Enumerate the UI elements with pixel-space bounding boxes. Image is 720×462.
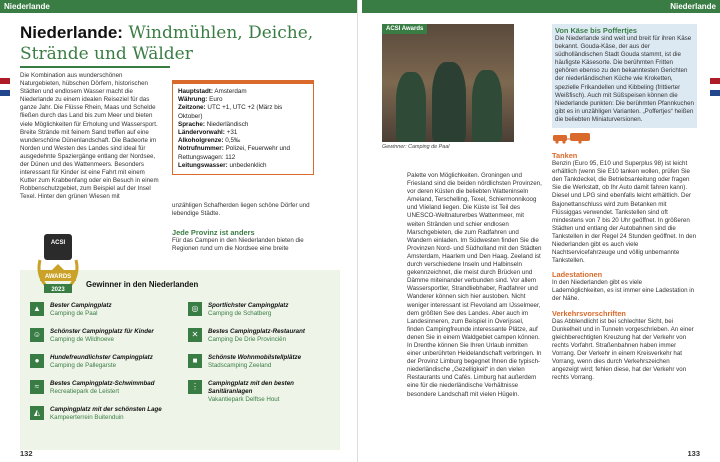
fact-row: Ländervorwahl: +31 [178,129,238,137]
regions-text: Palette von Möglichkeiten. Groningen und Friesland sind die beiden nördlichsten Provinzen, vor deren Küsten die beliebten Watteninseln Ameland, Terschelling, Texel, Schiermonnikoog und Vlieland liegen. Die Küste ist Teil des UNESCO-Weltnaturerbes Wattenmeer, mit weiten Stränden und schier endlosen Marschgebieten, die zum Radfahren und Wandern einladen. Im Südwesten finden Sie die Provinzen Nord- und Südholland mit den Städten Amsterdam, Haarlem und Den Haag. Zeeland ist durch verschiedene Inseln und Halbinseln gekennzeichnet, die meist durch Brücken und Dämme miteinander verbunden sind. Vor allem Wassersportler, Strandliebhaber, Radfahrer und Wanderer können sich hier austoben. Nicht weniger interessant ist Flevoland am IJsselmeer, dem größten See des Landes. Aber auch im Landesinneren, zum Beispiel in Overijssel, finden Campingfreunde interessante Plätze, auf denen Sie in einem Waldgebiet campen können. In Drenthe können Sie Ihren Urlaub inmitten einer unberührten Heidelandschaft verbringen. In der Provinz Limburg begegnet Ihnen die typisch-niederländische „Gezelligkeit“ in den vielen Restaurants und Cafés. Limburg hat außerdem eine für die niederländische Verhältnisse besondere Landschaft mit vielen Hügeln. [407,172,542,398]
award-item: ✕ Bestes Campingplatz-Restaurant Camping De Drie Provinciën [188,328,338,348]
award-item: ☺ Schönster Campingplatz für Kinder Camping de Wildhoeve [30,328,180,348]
ladestationen-text: In den Niederlanden gibt es viele Lademöglichkeiten, es ist immer eine Ladestation in der Nähe. [552,279,695,303]
award-item: ◎ Sportlichster Campingplatz Camping de Schatberg [188,302,338,322]
title-underline [20,66,170,68]
tanken-heading: Tanken [552,151,578,161]
page-number-right: 133 [687,449,700,458]
running-header-left: Niederlande [0,0,358,13]
fact-row: Notrufnummer: Polizei, Feuerwehr und Rettungswagen: 112 [178,145,290,161]
tent-icon: ▲ [30,302,44,316]
facts-after-text: unzähligen Schafherden liegen schöne Dörfer und lebendige Städte. [172,202,310,218]
kaese-box [552,24,697,128]
photo-tag: ACSI Awards [382,24,427,34]
shower-icon: ⋮ [188,380,202,394]
dog-icon: ● [30,354,44,368]
cutlery-icon: ✕ [188,328,202,342]
intro-text: Die Kombination aus wunderschönen Naturgebieten, hübschen Dörfern, historischen Städten und endlosem Wasser macht die Niederlande zu einem idealen Reiseziel für das ganze Jahr. Die Flüsse Rhein, Maas und Schelde fließen durch das Land bis zum Meer und bieten viele Möglichkeiten für Erholung und Wassersport. Breite Strände mit feinem Sand treffen auf eine wunderschöne Dünenlandschaft. Die Badeorte im Norden und Westen des Landes sind ideal für ausgedehnte Spaziergänge entlang der Nordsee, der Dünen und des Wattenmeers. Besonders interessant für Kinder ist eine Fahrt mit einem Kutter zum Krabbenfang oder ein Besuch in einem Robbenschutzgebiet, zum Beispiel auf der Insel Texel. Hinter den grünen Wiesen mit [20,72,159,201]
dutch-flag-icon [710,78,720,96]
badge-top-text: ACSI [50,240,66,246]
fact-row: Sprache: Niederländisch [178,120,249,128]
page-number-left: 132 [20,449,33,458]
badge-mid-text: AWARDS [44,274,72,280]
fact-row: Leitungswasser: unbedenklich [178,161,267,169]
verkehr-heading: Verkehrsvorschriften [552,308,626,318]
province-section [172,228,322,253]
facts-box [172,80,314,175]
verkehr-text: Das Abblendlicht ist bei schlechter Sicht, bei Dunkelheit und in Tunneln vorgeschrieben. An einer gleichberechtigten Kreuzung hat der Verkehr von rechts Vorfahrt. Straßenbahnen haben immer Vorrang. Der Verkehr in einem Kreisverkehr hat Vorrang, wenn dies durch Verkehrszeichen angezeigt wird; fehlen diese, hat der Verkehr von rechts Vorrang. [552,317,694,382]
title-subtitle: Windmühlen, Deiche, Strände und Wälder [20,23,314,64]
award-item: ⋮ Campingplatz mit den besten Sanitäranlagen Vakantiepark Delftse Hout [188,380,338,408]
awards-heading: Gewinner in den Niederlanden [86,280,199,289]
award-item: ▲ Bester Campingplatz Camping de Paal [30,302,180,322]
photo-caption: Gewinner: Camping de Paal [382,144,450,150]
right-page [362,0,720,462]
badge-year-text: 2023 [51,287,65,293]
running-header-right: Niederlande [362,0,720,13]
province-text: Für das Campen in den Niederlanden bieten die Regionen rund um die Nordsee eine breite [172,237,304,253]
kaese-text: Die Niederlande sind weit und breit für ihren Käse bekannt. Gouda-Käse, der aus der südholländischen Stadt Gouda stammt, ist die häufigste Käsesorte. Die berühmten Fritten gehören ebenso zu den bekanntesten Gerichten der niederländischen Küche wie Kroketten, spezielle Frikandellen und Kibbeling (frittierter Weißfisch). Auch mit Süßspeisen können die Niederlande punkten: Die berühmten Pfannkuchen gibt es in unzähligen Varianten. „Poffertjes“ heißen die beliebten Miniaturversionen. [555,35,694,123]
camper-icon: ■ [188,354,202,368]
award-item: ≈ Bestes Campingplatz-Schwimmbad Recreatiepark de Leistert [30,380,180,400]
kaese-heading: Von Käse bis Poffertjes [555,26,638,35]
right-column [552,24,697,382]
award-item: ■ Schönste Wohnmobilstellplätze Stadscamping Zeeland [188,354,338,374]
page-title [20,22,320,65]
fact-row: Hauptstadt: Amsterdam [178,88,247,95]
left-page [0,0,358,462]
dutch-flag-icon [0,78,10,96]
award-item: ● Hundefreundlichster Campingplatz Camping de Pallegarste [30,354,180,374]
award-winners-photo [382,24,514,142]
tanken-text: Benzin (Euro 95, E10 und Superplus 98) ist leicht erhältlich (wenn Sie E10 tanken wollen, prüfen Sie den Tankdeckel, die Betriebsanleitung oder fragen Sie die Werkstatt, ob Ihr Auto damit fahren kann). Diesel und LPG sind ebenfalls leicht erhältlich. Der Bajonettanschluss wird zum Betanken mit Flüssiggas verwendet. Tankstellen sind oft mindestens von 7 bis 20 Uhr geöffnet. In größeren Städten und entlang der Autobahnen sind die Tankstellen in der Regel 24 Stunden geöffnet. In den Niederlanden gibt es auch viele Nachtservicefahrzeuge und völlig unbemannte Tankstellen. [552,160,697,265]
award-item: ◭ Campingplatz mit der schönsten Lage Kampeerterrein Buitenduin [30,406,180,426]
child-icon: ☺ [30,328,44,342]
title-country: Niederlande: [20,23,123,42]
ladestationen-heading: Ladestationen [552,270,603,280]
fact-row: Zeitzone: UTC +1, UTC +2 (März bis Oktober) [178,104,283,120]
car-caravan-icon [552,132,592,144]
fact-row: Alkoholgrenze: 0,5‰ [178,137,241,145]
bike-icon: ◎ [188,302,202,316]
acsi-awards-badge-icon [34,230,82,298]
fact-row: Währung: Euro [178,96,223,104]
province-heading: Jede Provinz ist anders [172,228,255,237]
landscape-icon: ◭ [30,406,44,420]
swim-icon: ≈ [30,380,44,394]
